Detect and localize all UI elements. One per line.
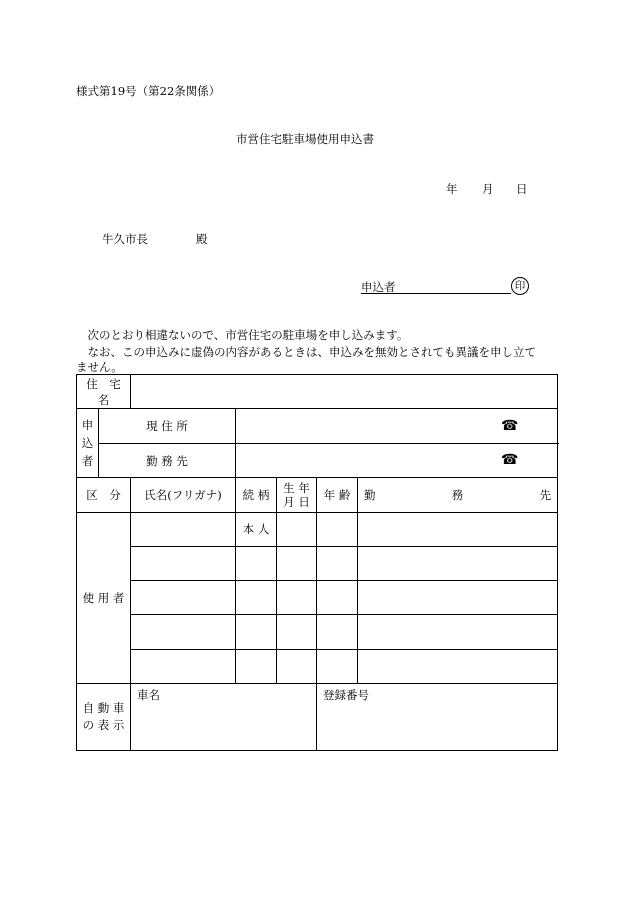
header-birthdate bbox=[277, 478, 317, 513]
user-age-cell[interactable] bbox=[317, 513, 358, 547]
user-birth-cell[interactable] bbox=[277, 513, 317, 547]
applicant-label: 申込者 bbox=[361, 280, 396, 294]
addressee-honorific: 殿 bbox=[196, 232, 208, 246]
car-label bbox=[77, 684, 131, 751]
body-line-2: なお、この申込みに虚偽の内容があるときは、申込みを無効とされても異議を申し立て bbox=[76, 345, 536, 359]
work-char-3: 先 bbox=[539, 488, 552, 502]
applicant-char-2: 込 bbox=[81, 436, 94, 450]
user-name-cell[interactable] bbox=[131, 581, 236, 615]
car-name-field[interactable] bbox=[131, 684, 317, 751]
housing-name-field[interactable] bbox=[131, 375, 558, 409]
birth-bottom: 月 日 bbox=[283, 495, 310, 509]
user-birth-cell[interactable] bbox=[277, 547, 317, 581]
user-name-cell[interactable] bbox=[131, 513, 236, 547]
registration-number-field[interactable] bbox=[317, 684, 558, 751]
workplace-label: 勤 務 先 bbox=[99, 444, 236, 478]
applicant-char-3: 者 bbox=[81, 454, 94, 468]
user-age-cell[interactable] bbox=[317, 547, 358, 581]
user-work-cell[interactable] bbox=[358, 513, 558, 547]
body-line-1: 次のとおり相違ないので、市営住宅の駐車場を申し込みます。 bbox=[76, 328, 409, 342]
telephone-icon: ☎ bbox=[501, 452, 519, 468]
header-category: 区 分 bbox=[77, 478, 131, 513]
work-char-1: 勤 bbox=[364, 488, 376, 502]
date-day: 日 bbox=[516, 182, 528, 196]
user-name-cell[interactable] bbox=[131, 615, 236, 650]
user-age-cell[interactable] bbox=[317, 650, 358, 684]
user-age-cell[interactable] bbox=[317, 581, 358, 615]
users-label: 使 用 者 bbox=[77, 513, 131, 684]
self-label: 本 人 bbox=[236, 513, 277, 547]
seal-mark: 印 bbox=[511, 277, 529, 295]
user-work-cell[interactable] bbox=[358, 547, 558, 581]
applicant-signature-line[interactable] bbox=[361, 293, 511, 294]
header-name: 氏名(フリガナ) bbox=[131, 478, 236, 513]
user-work-cell[interactable] bbox=[358, 650, 558, 684]
date-year: 年 bbox=[446, 182, 458, 196]
user-work-cell[interactable] bbox=[358, 581, 558, 615]
header-workplace bbox=[358, 478, 558, 513]
applicant-char-1: 申 bbox=[81, 418, 94, 432]
user-name-cell[interactable] bbox=[131, 650, 236, 684]
user-name-cell[interactable] bbox=[131, 547, 236, 581]
user-birth-cell[interactable] bbox=[277, 650, 317, 684]
registration-number-label: 登録番号 bbox=[323, 688, 369, 702]
body-line-3: ません。 bbox=[76, 360, 123, 374]
addressee-name: 牛久市長 bbox=[102, 232, 148, 246]
form-title: 市営住宅駐車場使用申込書 bbox=[236, 132, 374, 146]
user-relation-cell[interactable] bbox=[236, 547, 277, 581]
application-table bbox=[76, 374, 558, 751]
workplace-field[interactable] bbox=[236, 444, 558, 478]
date-month: 月 bbox=[482, 182, 494, 196]
form-number: 様式第19号（第22条関係） bbox=[76, 84, 221, 98]
header-relation: 続 柄 bbox=[236, 478, 277, 513]
applicant-vertical-label bbox=[77, 409, 99, 478]
user-birth-cell[interactable] bbox=[277, 581, 317, 615]
birth-top: 生 年 bbox=[283, 481, 310, 495]
car-label-line-1: 自 動 車 bbox=[82, 701, 125, 715]
user-relation-cell[interactable] bbox=[236, 581, 277, 615]
user-birth-cell[interactable] bbox=[277, 615, 317, 650]
work-char-2: 務 bbox=[451, 488, 464, 502]
user-age-cell[interactable] bbox=[317, 615, 358, 650]
car-label-line-2: の 表 示 bbox=[82, 718, 125, 732]
header-age: 年 齢 bbox=[317, 478, 358, 513]
user-work-cell[interactable] bbox=[358, 615, 558, 650]
user-relation-cell[interactable] bbox=[236, 650, 277, 684]
car-name-label: 車名 bbox=[137, 688, 160, 702]
address-field[interactable] bbox=[236, 409, 558, 444]
user-relation-cell[interactable] bbox=[236, 615, 277, 650]
address-label: 現 住 所 bbox=[99, 409, 236, 444]
housing-name-label: 住 宅 名 bbox=[77, 375, 131, 409]
telephone-icon: ☎ bbox=[501, 418, 519, 434]
